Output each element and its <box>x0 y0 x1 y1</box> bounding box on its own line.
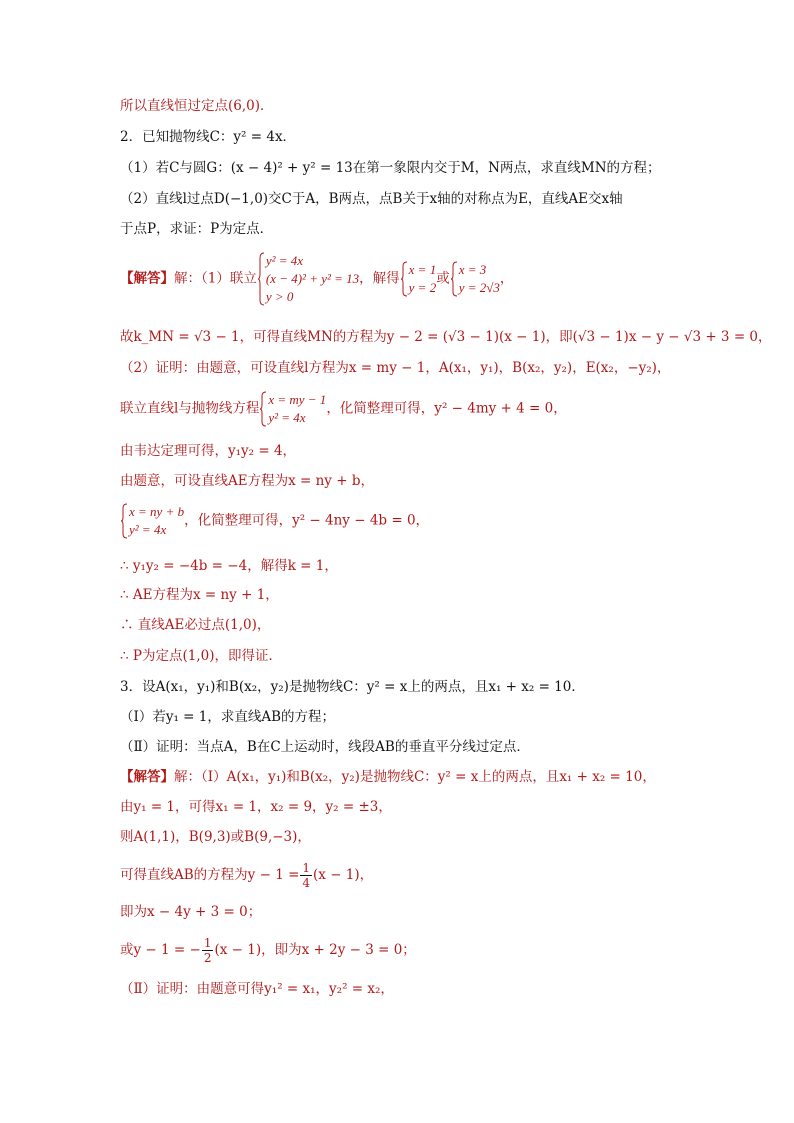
answer-text-c: 或 <box>436 270 450 287</box>
system-2 <box>259 391 326 427</box>
fraction-one-half <box>202 936 214 965</box>
combine-text-b: ，化简整理可得，y² − 4my + 4 = 0， <box>326 400 567 417</box>
fraction-denominator: 4 <box>302 876 311 890</box>
fraction-numerator: 1 <box>302 861 311 875</box>
line-ab-text-b: (x − 1)， <box>313 867 374 883</box>
line-ab-text-a: 可得直线AB的方程为y − 1 = <box>120 867 300 883</box>
answer-tag: 【解答】 <box>120 270 174 287</box>
answer-3-line-ab-1: 即为x − 4y + 3 = 0； <box>120 904 262 920</box>
problem-2-part-2-cont: 于点P，求证：P为定点． <box>120 221 274 237</box>
answer-2-fixed-point: ∴ 直线AE必过点(1,0)， <box>120 617 271 633</box>
brace-icon <box>257 252 265 306</box>
answer-3-line-ab-alt <box>120 936 416 965</box>
answer-2-part-2-setup: （2）证明：由题意，可设直线l方程为x = my − 1，A(x₁，y₁)，B(x₂，y₂)，E(x₂，−y₂)， <box>120 360 671 376</box>
brace-icon <box>120 503 128 539</box>
problem-3-part-2: （Ⅱ）证明：当点A，B在C上运动时，线段AB的垂直平分线过定点． <box>120 739 530 755</box>
system-1-row-3: y > 0 <box>265 289 294 304</box>
solution-1-row-2: y = 2 <box>408 280 437 295</box>
fraction-one-quarter <box>300 861 312 890</box>
system-1 <box>257 252 359 306</box>
answer-2-vieta: 由韦达定理可得，y₁y₂ = 4， <box>120 443 297 459</box>
system-3-text-b: ，化简整理可得，y² − 4ny − 4b = 0， <box>184 512 430 529</box>
answer-3-intro <box>120 767 656 787</box>
line-ab-alt-text-b: (x − 1)，即为x + 2y − 3 = 0； <box>214 942 416 958</box>
solution-2 <box>450 261 500 297</box>
problem-3-part-1: （Ⅰ）若y₁ = 1，求直线AB的方程； <box>120 709 336 725</box>
solution-2-row-2: y = 2√3 <box>458 280 500 295</box>
solution-2-row-1: x = 3 <box>458 262 487 277</box>
system-3-row-1: x = ny + b <box>129 504 185 519</box>
answer-3-values: 由y₁ = 1，可得x₁ = 1，x₂ = 9，y₂ = ±3， <box>120 799 392 815</box>
system-1-row-1: y² = 4x <box>265 253 304 268</box>
answer-text-b: ，解得 <box>359 270 400 287</box>
system-2-row-2: y² = 4x <box>268 410 306 425</box>
brace-icon <box>400 261 408 297</box>
solution-1-row-1: x = 1 <box>408 262 437 277</box>
answer-3-text: 解：（Ⅰ）A(x₁，y₁)和B(x₂，y₂)是抛物线C：y² = x上的两点，且x₁ + x₂ = 10， <box>174 769 656 785</box>
fraction-numerator: 1 <box>203 936 212 950</box>
problem-3-title: 3．设A(x₁，y₁)和B(x₂，y₂)是抛物线C：y² = x上的两点，且x₁ + x₂ = 10． <box>120 679 585 695</box>
solution-1 <box>400 261 437 297</box>
brace-icon <box>259 391 267 427</box>
system-1-row-2: (x − 4)² + y² = 13 <box>265 271 360 286</box>
answer-2-ae-eq: ∴ AE方程为x = ny + 1， <box>120 587 279 603</box>
answer-text-d: ， <box>499 270 514 287</box>
answer-3-points: 则A(1,1)，B(9,3)或B(9,−3)， <box>120 829 311 845</box>
answer-2-conclusion: ∴ P为定点(1,0)，即得证． <box>120 648 282 664</box>
system-2-row-1: x = my − 1 <box>268 392 327 407</box>
answer-tag-3: 【解答】 <box>120 769 174 785</box>
combine-text-a: 联立直线l与抛物线方程 <box>120 400 260 417</box>
fraction-denominator: 2 <box>203 951 212 965</box>
answer-2-line-slope: 故k_MN = √3 − 1，可得直线MN的方程为y − 2 = (√3 − 1)(x − 1)，即(√3 − 1)x − y − √3 + 3 = 0， <box>120 329 772 345</box>
answer-3-part-2: （Ⅱ）证明：由题意可得y₁² = x₁，y₂² = x₂， <box>120 981 394 997</box>
brace-icon <box>450 261 458 297</box>
answer-2-combine-line <box>120 391 567 427</box>
answer-text-a: 解：（1）联立 <box>174 270 257 287</box>
answer-2-ae-line: 由题意，可设直线AE方程为x = ny + b， <box>120 473 374 489</box>
problem-2-title: 2．已知抛物线C：y² = 4x． <box>120 129 297 145</box>
system-3-row-2: y² = 4x <box>129 522 167 537</box>
problem-2-part-1: （1）若C与圆G：(x − 4)² + y² = 13在第一象限内交于M，N两点，求直线MN的方程； <box>120 160 661 176</box>
problem-2-part-2: （2）直线l过点D(−1,0)交C于A，B两点，点B关于x轴的对称点为E，直线AE交x轴 <box>120 191 623 207</box>
text-line-1: 所以直线恒过定点(6,0)． <box>120 98 274 114</box>
answer-3-line-ab <box>120 861 373 890</box>
system-3 <box>120 503 184 539</box>
answer-2-system-3-line <box>120 503 429 539</box>
line-ab-alt-text-a: 或y − 1 = − <box>120 942 201 958</box>
answer-2-solve-k: ∴ y₁y₂ = −4b = −4，解得k = 1， <box>120 558 338 574</box>
answer-2-system-line <box>120 252 513 306</box>
